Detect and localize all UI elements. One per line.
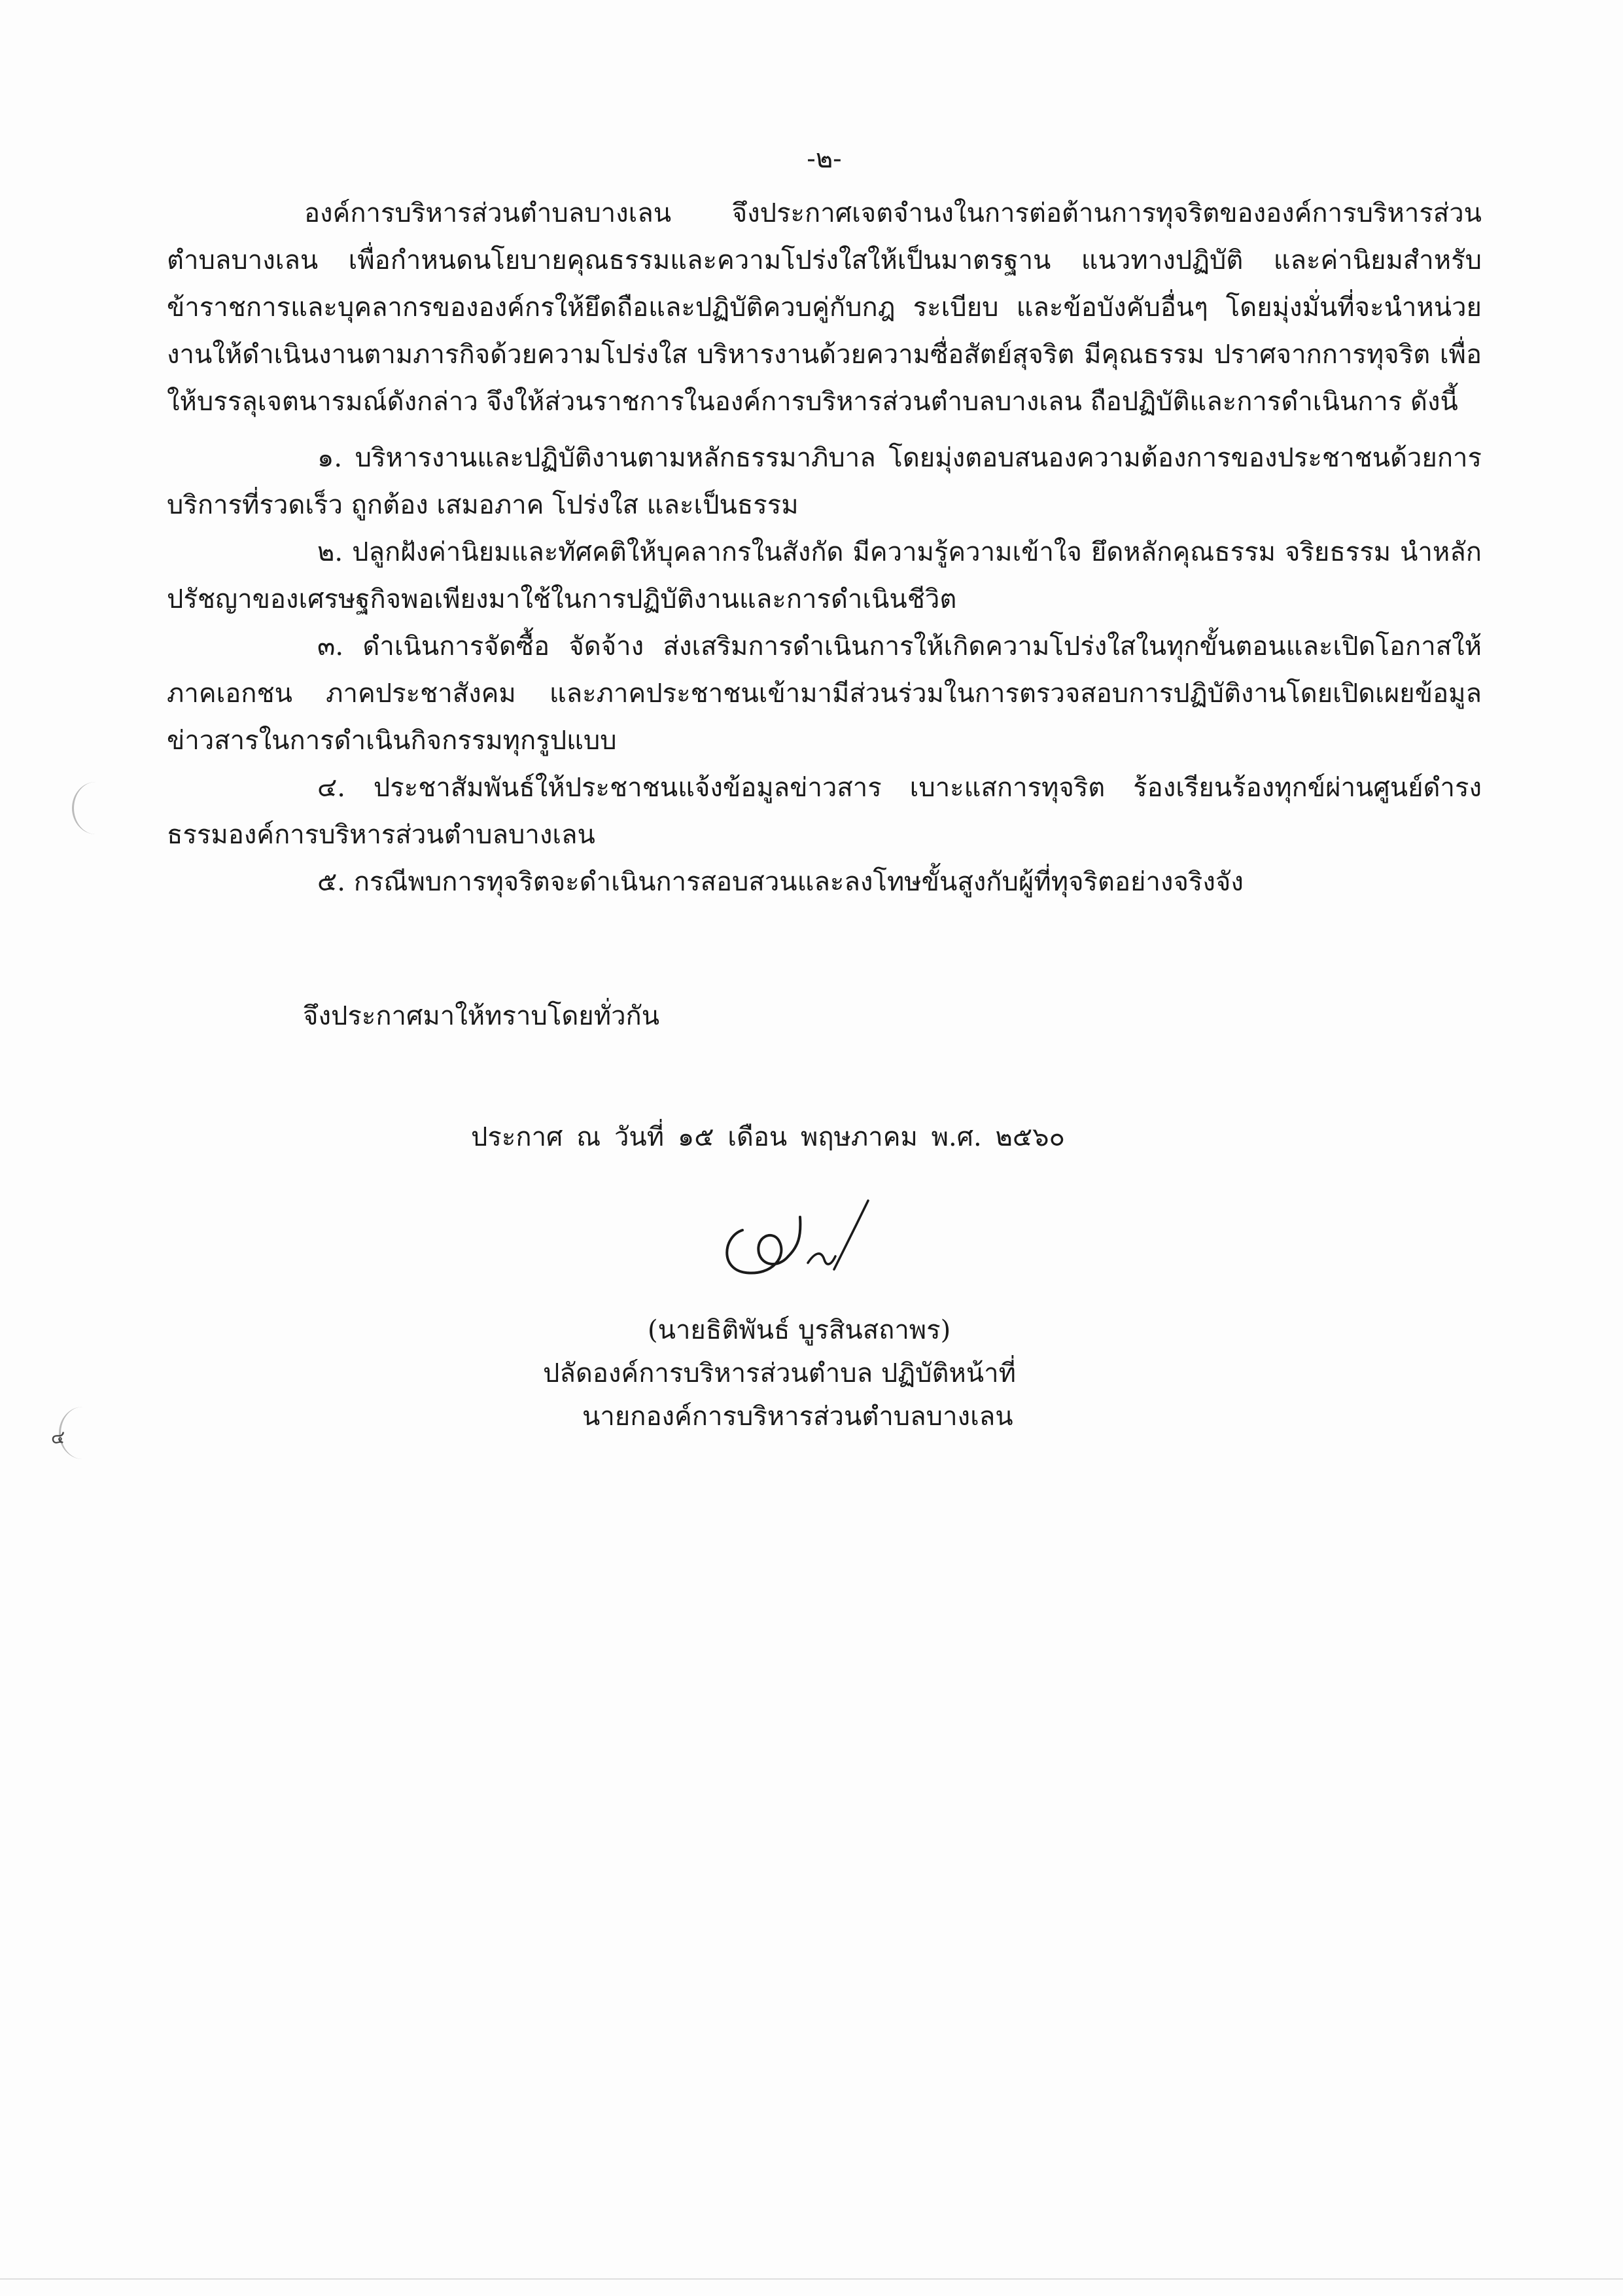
signatory-title-line-2: นายกองค์การบริหารส่วนตำบลบางเลน bbox=[582, 1402, 1013, 1432]
policy-item-3: ๓. ดำเนินการจัดซื้อ จัดจ้าง ส่งเสริมการดำเนินการให้เกิดความโปร่งใสในทุกขั้นตอนและเปิดโอกาสให้ภาคเอกชน ภาคประชาสังคม และภาคประชาชนเข้ามามีส่วนร่วมในการตรวจสอบการปฏิบัติงานโดยเปิดเผยข้อมูลข่าวสารในการดำเนินกิจกรรมทุกรูปแบบ bbox=[167, 631, 1482, 756]
document-body bbox=[167, 190, 1482, 906]
policy-item-4: ๔. ประชาสัมพันธ์ให้ประชาชนแจ้งข้อมูลข่าวสาร เบาะแสการทุจริต ร้องเรียนร้องทุกข์ผ่านศูนย์ดำรงธรรมองค์การบริหารส่วนตำบลบางเลน bbox=[167, 773, 1482, 850]
policy-item-1: ๑. บริหารงานและปฏิบัติงานตามหลักธรรมาภิบาล โดยมุ่งตอบสนองความต้องการของประชาชนด้วยการบริการที่รวดเร็ว ถูกต้อง เสมอภาค โปร่งใส และเป็นธรรม bbox=[167, 443, 1482, 520]
punch-hole-mark bbox=[72, 782, 120, 834]
signatory-title-line-1: ปลัดองค์การบริหารส่วนตำบล ปฏิบัติหน้าที่ bbox=[543, 1358, 1016, 1388]
closing-statement: จึงประกาศมาให้ทราบโดยทั่วกัน bbox=[303, 1001, 660, 1031]
intro-paragraph: องค์การบริหารส่วนตำบลบางเลน จึงประกาศเจตจำนงในการต่อต้านการทุจริตขององค์การบริหารส่วนตำบลบางเลน เพื่อกำหนดนโยบายคุณธรรมและความโปร่งใสให้เป็นมาตรฐาน แนวทางปฏิบัติ และค่านิยมสำหรับข้าราชการและบุคลากรขององค์กรให้ยึดถือและปฏิบัติควบคู่กับกฎ ระเบียบ และข้อบังคับอื่นๆ โดยมุ่งมั่นที่จะนำหน่วยงานให้ดำเนินงานตามภารกิจด้วยความโปร่งใส บริหารงานด้วยความซื่อสัตย์สุจริต มีคุณธรรม ปราศจากการทุจริต เพื่อให้บรรลุเจตนารมณ์ดังกล่าว จึงให้ส่วนราชการในองค์การบริหารส่วนตำบลบางเลน ถือปฏิบัติและการดำเนินการ ดังนี้ bbox=[167, 198, 1482, 417]
announcement-date: ประกาศ ณ วันที่ ๑๕ เดือน พฤษภาคม พ.ศ. ๒๕๖๐ bbox=[471, 1122, 1065, 1152]
punch-hole-mark bbox=[59, 1407, 107, 1459]
page-number: -๒- bbox=[807, 144, 842, 174]
handwritten-signature bbox=[716, 1191, 873, 1289]
policy-item-2: ๒. ปลูกฝังค่านิยมและทัศคติให้บุคลากรในสังกัด มีความรู้ความเข้าใจ ยึดหลักคุณธรรม จริยธรรม นำหลักปรัชญาของเศรษฐกิจพอเพียงมาใช้ในการปฏิบัติงานและการดำเนินชีวิต bbox=[167, 537, 1482, 614]
signatory-name: (นายธิติพันธ์ บูรสินสถาพร) bbox=[648, 1315, 951, 1345]
margin-mark: ๔ bbox=[51, 1426, 65, 1448]
scan-edge-line bbox=[0, 2278, 1623, 2280]
signature-block bbox=[523, 1309, 1151, 1438]
policy-item-5: ๕. กรณีพบการทุจริตจะดำเนินการสอบสวนและลงโทษขั้นสูงกับผู้ที่ทุจริตอย่างจริงจัง bbox=[317, 867, 1244, 897]
